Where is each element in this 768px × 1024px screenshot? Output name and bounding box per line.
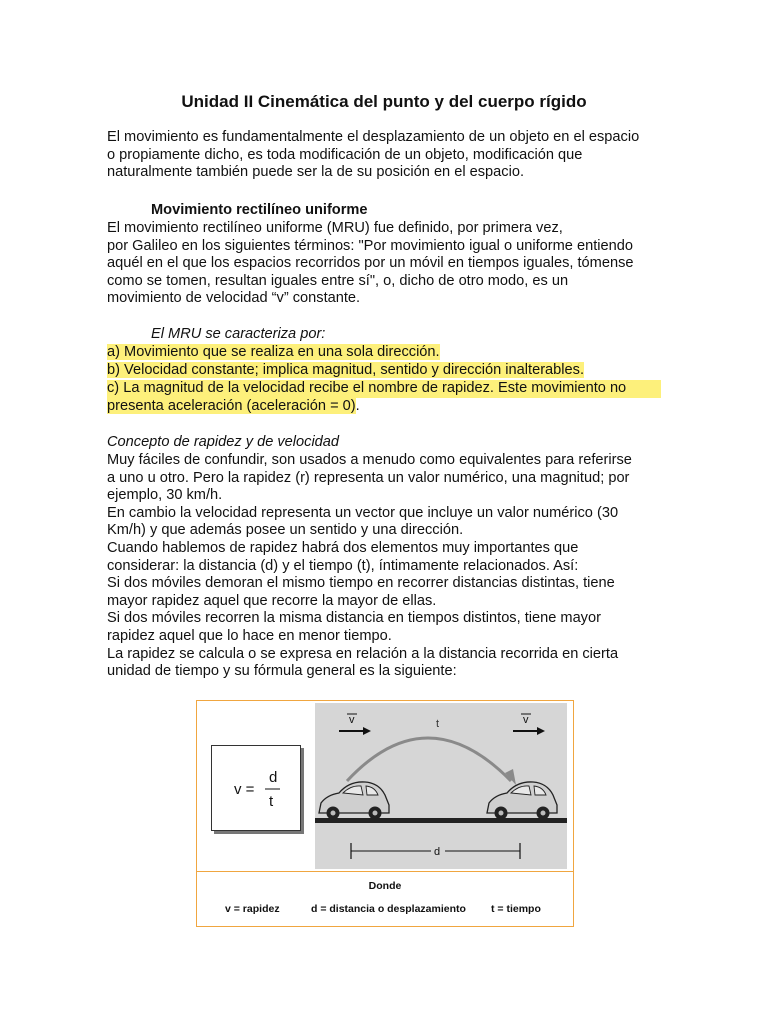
page-title: Unidad II Cinemática del punto y del cuerpo rígido <box>181 92 587 111</box>
formula-numerator: d <box>269 769 278 786</box>
label-v-left: v <box>349 714 355 726</box>
concept-line: Si dos móviles recorren la misma distancia en tiempos distintos, tiene mayor <box>107 610 601 627</box>
trajectory-arc <box>347 738 511 781</box>
concept-line: a uno u otro. Pero la rapidez (r) representa un valor numérico, una magnitud; por <box>107 469 630 486</box>
arrowhead-right <box>537 727 545 735</box>
legend-heading: Donde <box>368 880 402 892</box>
figure-illustration <box>197 701 573 871</box>
intro-paragraph <box>107 129 661 182</box>
label-v-right: v <box>523 714 529 726</box>
mru-char-a <box>107 344 440 362</box>
legend-v: v = rapidez <box>225 903 280 915</box>
concept-heading: Concepto de rapidez y de velocidad <box>107 434 340 450</box>
car-icon <box>319 782 389 820</box>
formula-card <box>211 745 301 831</box>
concept-line: Cuando hablemos de rapidez habrá dos elementos muy importantes que <box>107 539 579 556</box>
concept-line: Muy fáciles de confundir, son usados a menudo como equivalentes para referirse <box>107 452 632 468</box>
highlighted-text: b) Velocidad constante; implica magnitud, sentido y dirección inalterables. <box>107 362 584 378</box>
concept-line: Km/h) y que además posee un sentido y una dirección. <box>107 522 464 539</box>
car-motion-graphic <box>315 703 567 869</box>
concept-line: rapidez aquel que lo hace en menor tiempo. <box>107 627 392 644</box>
figure-legend <box>197 871 573 927</box>
intro-line: El movimiento es fundamentalmente el desplazamiento de un objeto en el espacio <box>107 129 640 145</box>
concept-paragraph <box>107 452 661 681</box>
concept-line: Si dos móviles demoran el mismo tiempo en recorrer distancias distintas, tiene <box>107 575 615 592</box>
concept-line: En cambio la velocidad representa un vector que incluye un valor numérico (30 <box>107 504 619 521</box>
mru-char-heading: El MRU se caracteriza por: <box>151 326 326 342</box>
label-t: t <box>436 718 440 730</box>
mru-char-b <box>107 362 584 380</box>
formula-v: v = <box>234 781 255 798</box>
mru-paragraph <box>107 220 661 308</box>
car-icon <box>487 782 557 820</box>
concept-line: mayor rapidez aquel que recorre la mayor de ellas. <box>107 592 437 609</box>
sentence-end: . <box>355 397 360 414</box>
highlighted-text: c) La magnitud de la velocidad recibe el nombre de rapidez. Este movimiento no <box>107 380 661 398</box>
highlighted-text: presenta aceleración (aceleración = 0) <box>107 397 356 414</box>
intro-line: o propiamente dicho, es toda modificación de un objeto, modificación que <box>107 146 583 163</box>
road <box>315 818 567 823</box>
highlighted-text: a) Movimiento que se realiza en una sola dirección. <box>107 344 440 360</box>
mru-line: movimiento de velocidad “v” constante. <box>107 290 361 307</box>
mru-line: como se tomen, resultan iguales entre sí", o, dicho de otro modo, es un <box>107 272 569 289</box>
formula-graphic <box>212 746 300 830</box>
legend-d: d = distancia o desplazamiento <box>311 903 466 915</box>
concept-line: ejemplo, 30 km/h. <box>107 487 223 504</box>
mru-line: por Galileo en los siguientes términos: "Por movimiento igual o uniforme entiendo <box>107 237 633 254</box>
speed-formula-figure <box>196 700 574 927</box>
concept-line: unidad de tiempo y su fórmula general es la siguiente: <box>107 663 457 680</box>
mru-char-c <box>107 380 661 415</box>
formula-denominator: t <box>269 793 274 810</box>
mru-line: El movimiento rectilíneo uniforme (MRU) fue definido, por primera vez, <box>107 220 563 236</box>
concept-line: considerar: la distancia (d) y el tiempo (t), íntimamente relacionados. Así: <box>107 557 579 574</box>
label-d: d <box>434 846 441 858</box>
arrowhead-left <box>363 727 371 735</box>
concept-line: La rapidez se calcula o se expresa en relación a la distancia recorrida en cierta <box>107 645 619 662</box>
legend-t: t = tiempo <box>491 903 541 915</box>
intro-line: naturalmente también puede ser la de su posición en el espacio. <box>107 164 524 181</box>
mru-heading: Movimiento rectilíneo uniforme <box>151 202 368 218</box>
mru-line: aquél en el que los espacios recorridos por un móvil en tiempos iguales, tómense <box>107 255 634 272</box>
car-motion-scene <box>315 703 567 869</box>
